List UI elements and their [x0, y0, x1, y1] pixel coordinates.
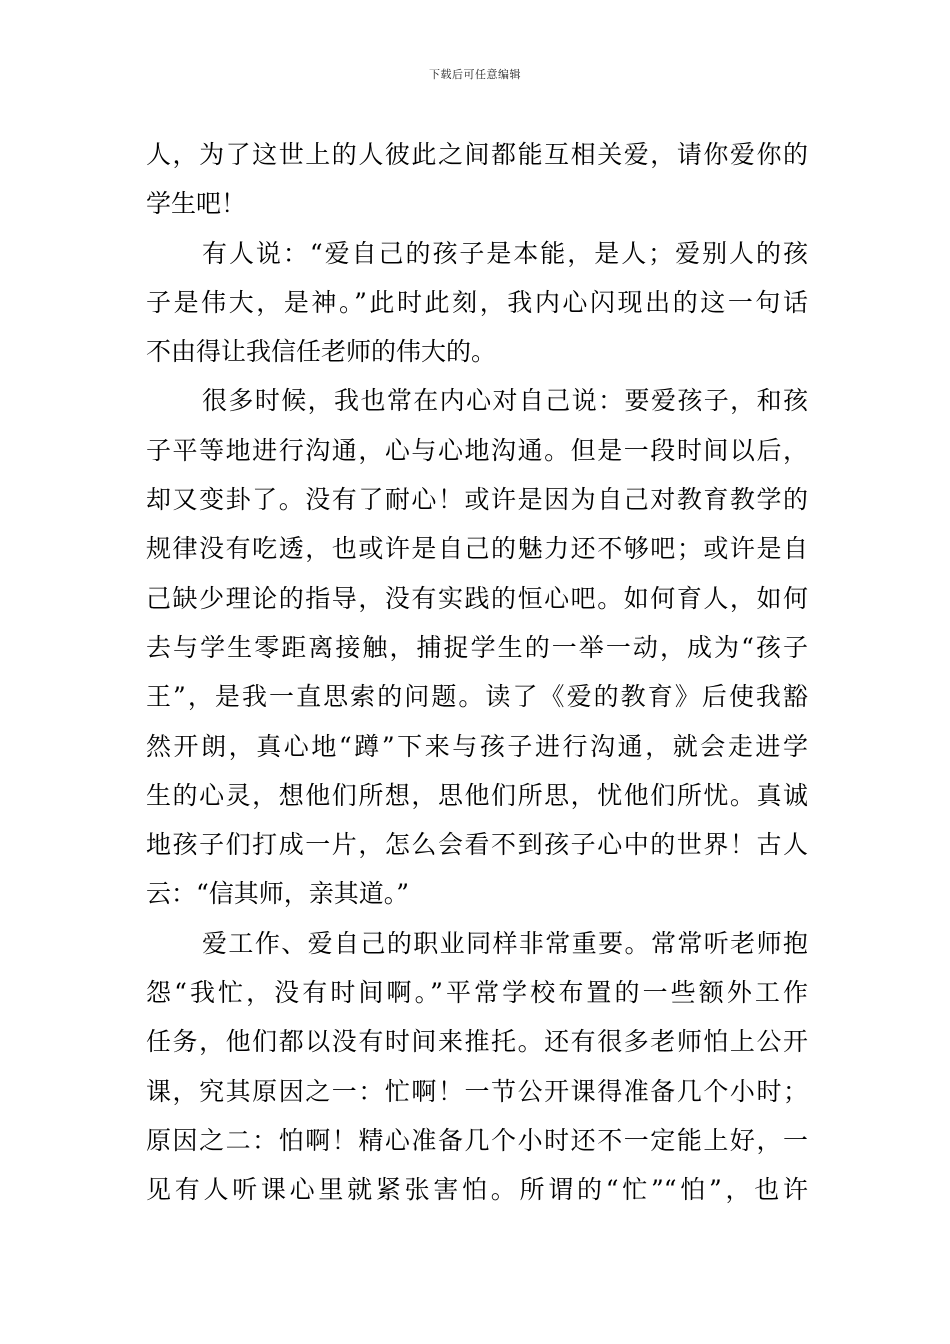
text-line: 己缺少理论的指导，没有实践的恒心吧。如何育人，如何: [146, 583, 808, 613]
text-line: 任务，他们都以没有时间来推托。还有很多老师怕上公开: [146, 1027, 808, 1057]
text-line: 爱工作、爱自己的职业同样非常重要。常常听老师抱: [202, 928, 808, 958]
text-line: 云：“信其师，亲其道。”: [146, 879, 410, 909]
text-line: 人，为了这世上的人彼此之间都能互相关爱，请你爱你的: [146, 140, 808, 169]
text-line: 然开朗，真心地“蹲”下来与孩子进行沟通，就会走进学: [146, 731, 808, 761]
text-line: 不由得让我信任老师的伟大的。: [146, 337, 497, 367]
text-line: 却又变卦了。没有了耐心！或许是因为自己对教育教学的: [146, 485, 808, 515]
text-line: 王”，是我一直思索的问题。读了《爱的教育》后使我豁: [146, 682, 808, 712]
text-line: 原因之二：怕啊！精心准备几个小时还不一定能上好，一: [146, 1125, 808, 1155]
page-header: 下载后可任意编辑: [429, 68, 521, 81]
text-line: 规律没有吃透，也或许是自己的魅力还不够吧；或许是自: [146, 534, 808, 564]
text-line: 去与学生零距离接触，捕捉学生的一举一动，成为“孩子: [146, 632, 808, 662]
text-line: 课，究其原因之一：忙啊！一节公开课得准备几个小时；: [146, 1076, 808, 1106]
text-line: 生的心灵，想他们所想，思他们所思，忧他们所忧。真诚: [146, 780, 808, 810]
text-line: 很多时候，我也常在内心对自己说：要爱孩子，和孩: [202, 386, 808, 416]
text-line: 见有人听课心里就紧张害怕。所谓的“忙”“怕”，也许: [146, 1175, 808, 1205]
text-line: 有人说：“爱自己的孩子是本能，是人；爱别人的孩: [202, 238, 808, 268]
text-line: 地孩子们打成一片，怎么会看不到孩子心中的世界！古人: [146, 830, 808, 860]
text-line: 子平等地进行沟通，心与心地沟通。但是一段时间以后，: [146, 435, 808, 465]
text-line: 子是伟大，是神。”此时此刻，我内心闪现出的这一句话: [146, 287, 808, 317]
text-line: 学生吧！: [146, 189, 247, 219]
document-body: [146, 130, 808, 1215]
text-line: 怨“我忙，没有时间啊。”平常学校布置的一些额外工作: [146, 978, 808, 1008]
